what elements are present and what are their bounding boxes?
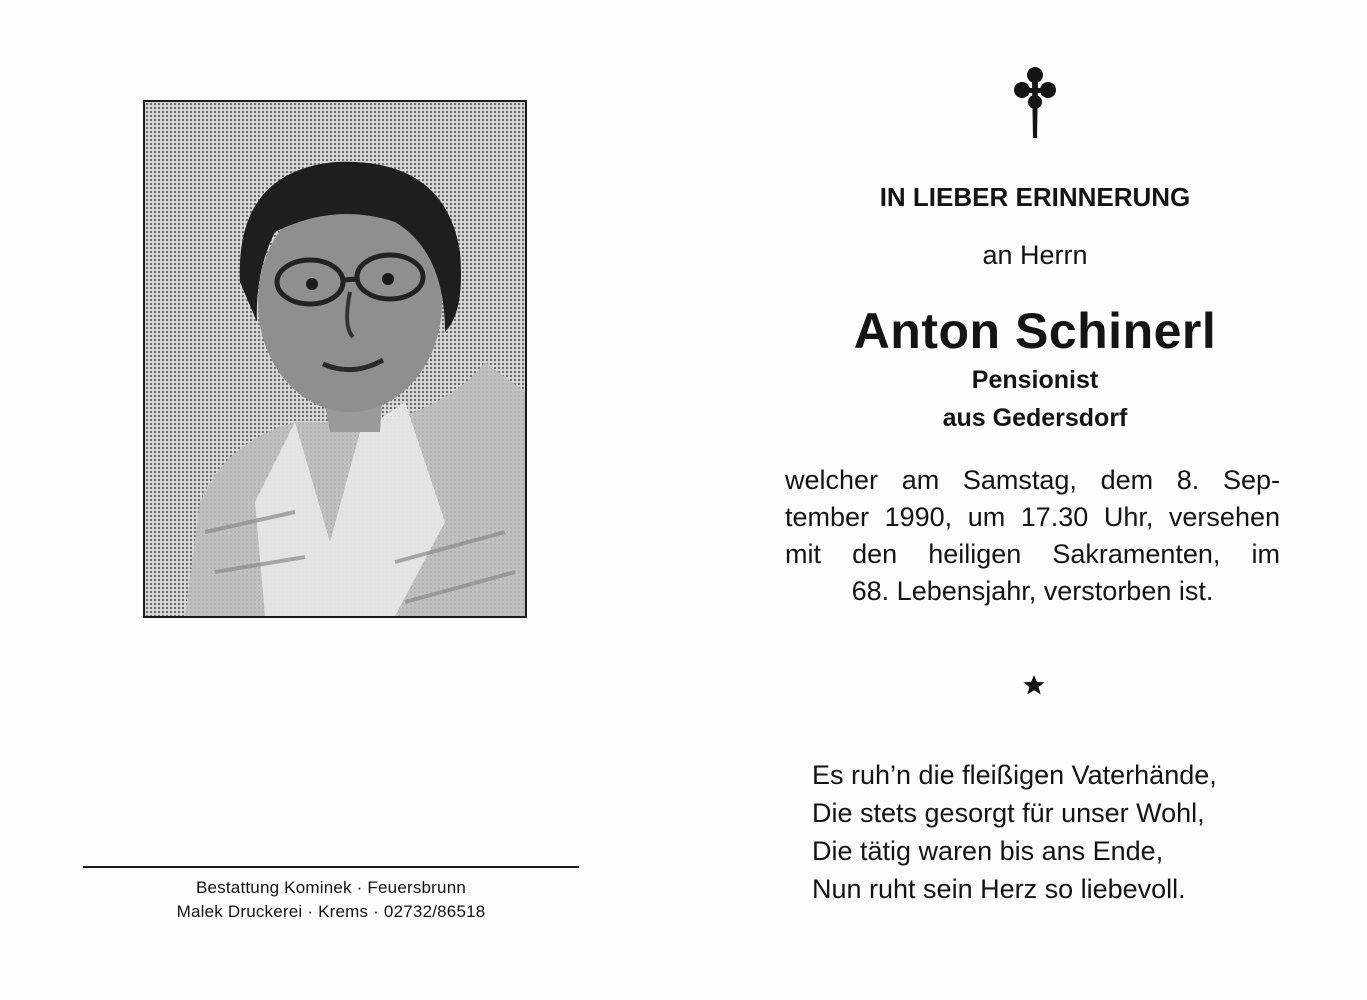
footer-printer: Malek Druckerei · Krems · 02732/86518: [176, 902, 486, 921]
salutation: an Herrn: [982, 240, 1088, 270]
notice-line: welcher am Samstag, dem 8. Sep-: [785, 465, 1280, 495]
place-of-origin: aus Gedersdorf: [942, 404, 1128, 432]
portrait-photo: [143, 100, 527, 618]
notice-line: mit den heiligen Sakramenten, im: [785, 539, 1280, 569]
deceased-name: Anton Schinerl: [853, 303, 1217, 359]
footer-divider: [83, 866, 579, 868]
verse-line: Nun ruht sein Herz so liebevoll.: [812, 874, 1186, 904]
footer-undertaker: Bestattung Kominek · Feuersbrunn: [195, 878, 467, 897]
memorial-heading: IN LIEBER ERINNERUNG: [879, 182, 1191, 212]
trefoil-cross-icon: [1010, 66, 1060, 140]
occupation: Pensionist: [971, 366, 1099, 394]
verse-line: Die tätig waren bis ans Ende,: [812, 836, 1164, 866]
notice-line: 68. Lebensjahr, verstorben ist.: [851, 576, 1214, 606]
death-notice-text: [785, 462, 1280, 610]
portrait-illustration: [145, 102, 525, 616]
verse-line: Die stets gesorgt für unser Wohl,: [812, 798, 1205, 828]
star-icon: [1022, 673, 1046, 697]
notice-line: tember 1990, um 17.30 Uhr, versehen: [785, 502, 1280, 532]
memorial-verse: [812, 756, 1217, 908]
verse-line: Es ruh’n die fleißigen Vaterhände,: [812, 760, 1217, 790]
